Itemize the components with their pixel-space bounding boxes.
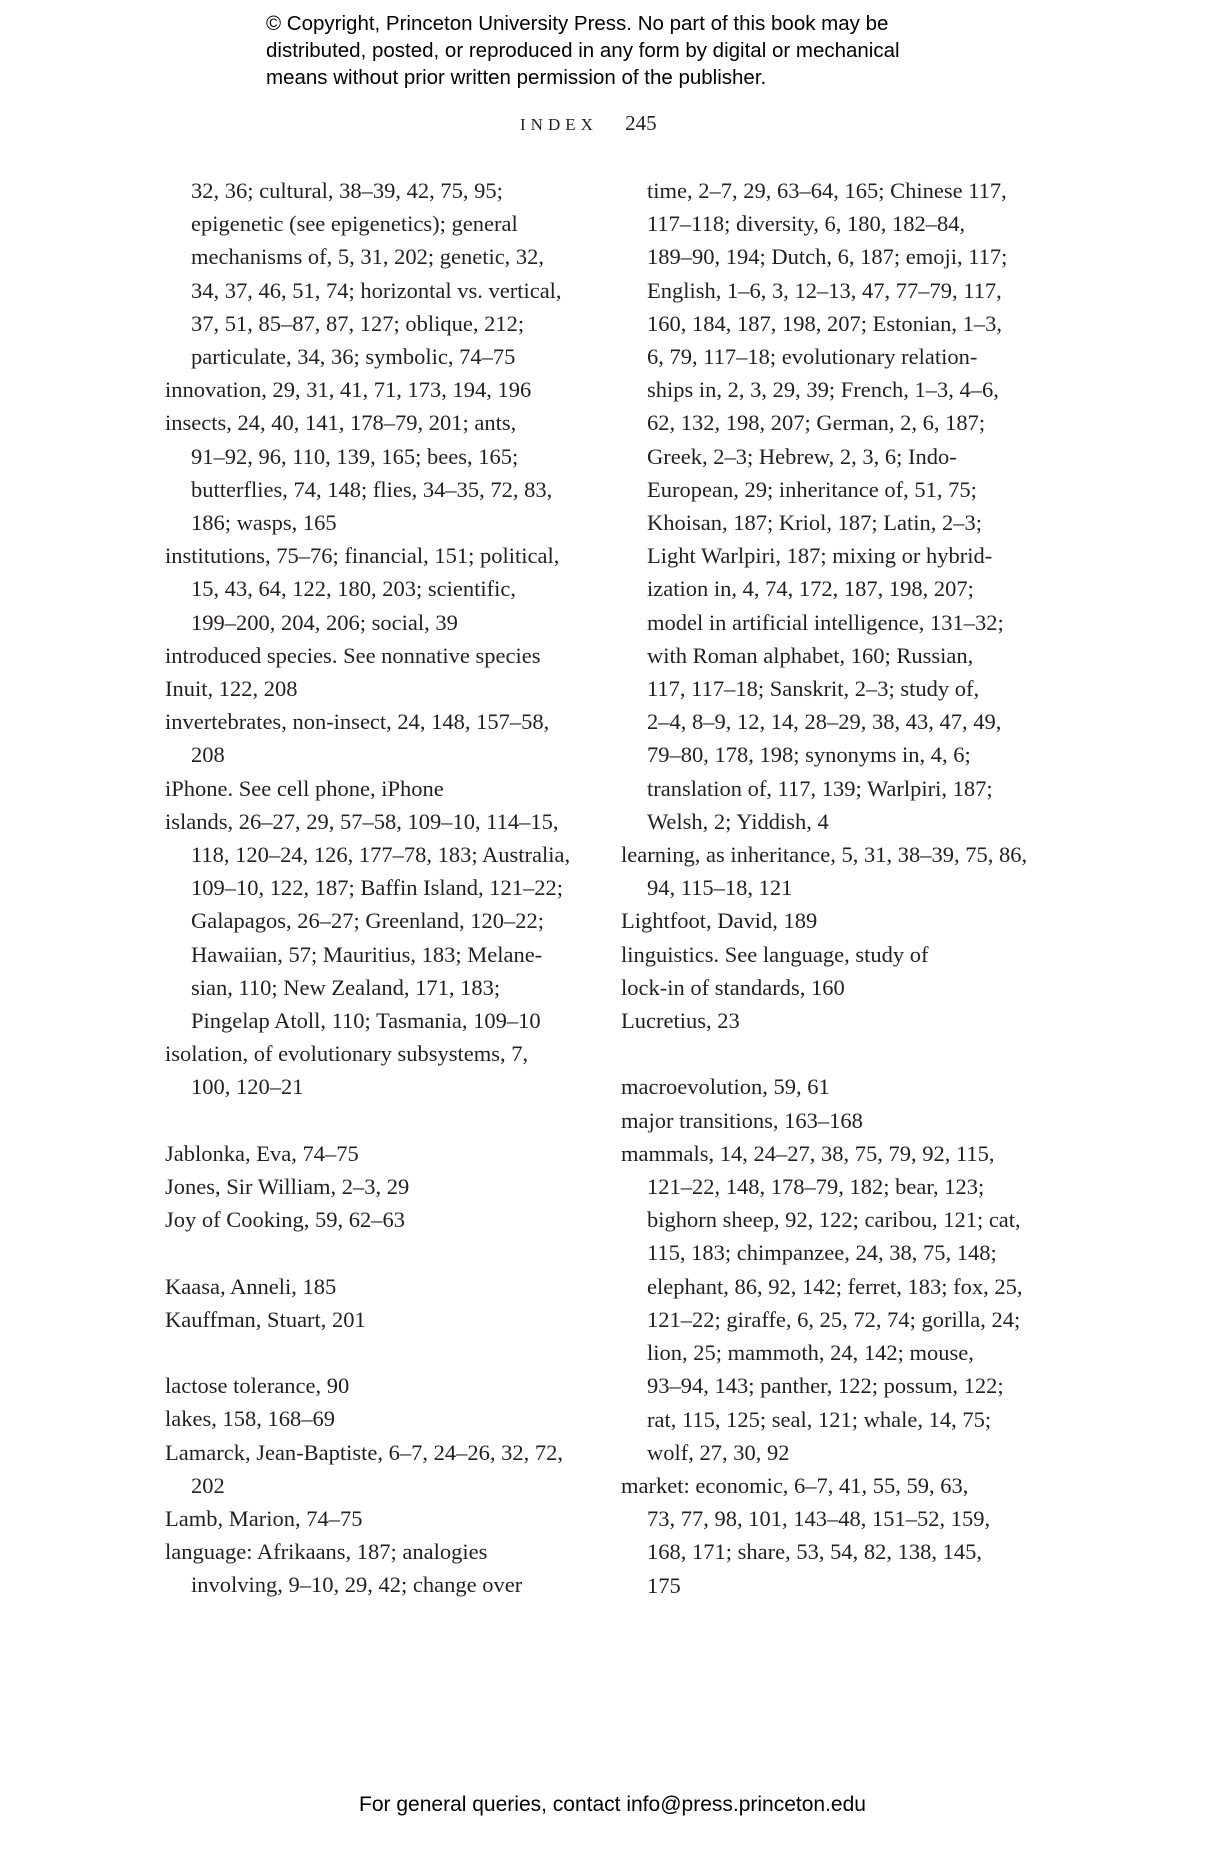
copyright-line: means without prior written permission of the publisher. xyxy=(266,66,767,89)
index-line: 117–118; diversity, 6, 180, 182–84, xyxy=(647,211,966,237)
footer-contact: For general queries, contact info@press.princeton.edu xyxy=(359,1793,866,1816)
index-line: 199–200, 204, 206; social, 39 xyxy=(191,609,458,635)
index-line: 6, 79, 117–18; evolutionary relation- xyxy=(647,344,978,370)
index-line: Galapagos, 26–27; Greenland, 120–22; xyxy=(191,908,545,934)
index-line: lock-in of standards, 160 xyxy=(621,974,845,1000)
index-line: bighorn sheep, 92, 122; caribou, 121; cat, xyxy=(647,1207,1021,1233)
index-line: rat, 115, 125; seal, 121; whale, 14, 75; xyxy=(647,1406,992,1432)
index-line: Light Warlpiri, 187; mixing or hybrid- xyxy=(647,543,993,569)
index-line: model in artificial intelligence, 131–32; xyxy=(647,609,1004,635)
copyright-notice xyxy=(266,10,1026,91)
index-line: time, 2–7, 29, 63–64, 165; Chinese 117, xyxy=(647,178,1007,203)
index-line: 94, 115–18, 121 xyxy=(647,875,793,901)
index-line: innovation, 29, 31, 41, 71, 173, 194, 196 xyxy=(165,377,532,403)
index-line: English, 1–6, 3, 12–13, 47, 77–79, 117, xyxy=(647,277,1002,303)
page-number: 245 xyxy=(625,111,657,135)
index-line: lion, 25; mammoth, 24, 142; mouse, xyxy=(647,1340,974,1366)
running-head xyxy=(520,111,657,136)
index-line: 160, 184, 187, 198, 207; Estonian, 1–3, xyxy=(647,310,1002,336)
index-line: 2–4, 8–9, 12, 14, 28–29, 38, 43, 47, 49, xyxy=(647,709,1002,735)
index-line: 93–94, 143; panther, 122; possum, 122; xyxy=(647,1373,1004,1399)
index-line: 79–80, 178, 198; synonyms in, 4, 6; xyxy=(647,742,971,768)
index-line: butterflies, 74, 148; flies, 34–35, 72, 83, xyxy=(191,476,553,502)
index-line: 115, 183; chimpanzee, 24, 38, 75, 148; xyxy=(647,1240,997,1266)
index-line: institutions, 75–76; financial, 151; political, xyxy=(165,543,560,569)
letter-group-gap xyxy=(165,1236,585,1269)
index-line: introduced species. See nonnative species xyxy=(165,642,541,668)
index-line: lactose tolerance, 90 xyxy=(165,1373,350,1399)
letter-group-gap xyxy=(165,1104,585,1137)
index-line: 34, 37, 46, 51, 74; horizontal vs. vertical, xyxy=(191,277,562,303)
index-line: elephant, 86, 92, 142; ferret, 183; fox, 25, xyxy=(647,1273,1023,1299)
index-line: 202 xyxy=(191,1472,225,1498)
index-line: linguistics. See language, study of xyxy=(621,941,929,967)
index-line: Greek, 2–3; Hebrew, 2, 3, 6; Indo- xyxy=(647,443,957,469)
index-line: ships in, 2, 3, 29, 39; French, 1–3, 4–6, xyxy=(647,377,999,403)
index-line: 73, 77, 98, 101, 143–48, 151–52, 159, xyxy=(647,1506,991,1532)
index-line: market: economic, 6–7, 41, 55, 59, 63, xyxy=(621,1472,969,1498)
index-line: wolf, 27, 30, 92 xyxy=(647,1439,790,1465)
index-line: 62, 132, 198, 207; German, 2, 6, 187; xyxy=(647,410,986,436)
index-line: macroevolution, 59, 61 xyxy=(621,1074,830,1100)
index-line: Kaasa, Anneli, 185 xyxy=(165,1273,337,1299)
index-line: 118, 120–24, 126, 177–78, 183; Australia, xyxy=(191,842,571,868)
index-line: Inuit, 122, 208 xyxy=(165,676,298,702)
index-line: invertebrates, non-insect, 24, 148, 157–58, xyxy=(165,709,550,735)
index-line: 168, 171; share, 53, 54, 82, 138, 145, xyxy=(647,1539,982,1565)
index-line: 121–22; giraffe, 6, 25, 72, 74; gorilla, 24; xyxy=(647,1306,1021,1332)
index-line: isolation, of evolutionary subsystems, 7, xyxy=(165,1041,529,1067)
index-line: particulate, 34, 36; symbolic, 74–75 xyxy=(191,344,516,370)
index-line: lakes, 158, 168–69 xyxy=(165,1406,335,1432)
copyright-line: distributed, posted, or reproduced in any form by digital or mechanical xyxy=(266,39,900,62)
index-line: 121–22, 148, 178–79, 182; bear, 123; xyxy=(647,1174,985,1200)
section-title: INDEX xyxy=(520,115,598,134)
index-line: translation of, 117, 139; Warlpiri, 187; xyxy=(647,775,993,801)
index-line: Jones, Sir William, 2–3, 29 xyxy=(165,1174,410,1200)
index-line: insects, 24, 40, 141, 178–79, 201; ants, xyxy=(165,410,517,436)
index-line: 189–90, 194; Dutch, 6, 187; emoji, 117; xyxy=(647,244,1008,270)
index-line: with Roman alphabet, 160; Russian, xyxy=(647,642,974,668)
index-line: 117, 117–18; Sanskrit, 2–3; study of, xyxy=(647,676,980,702)
index-line: major transitions, 163–168 xyxy=(621,1107,863,1133)
index-line: 109–10, 122, 187; Baffin Island, 121–22; xyxy=(191,875,564,901)
index-line: Pingelap Atoll, 110; Tasmania, 109–10 xyxy=(191,1008,541,1034)
index-column-right xyxy=(621,174,1041,1602)
index-line: ization in, 4, 74, 172, 187, 198, 207; xyxy=(647,576,974,602)
index-line: 100, 120–21 xyxy=(191,1074,304,1100)
index-line: learning, as inheritance, 5, 31, 38–39, 75, 86, xyxy=(621,842,1028,868)
index-line: Khoisan, 187; Kriol, 187; Latin, 2–3; xyxy=(647,510,982,536)
index-line: mammals, 14, 24–27, 38, 75, 79, 92, 115, xyxy=(621,1140,995,1166)
index-line: Lightfoot, David, 189 xyxy=(621,908,818,934)
index-line: Lamarck, Jean-Baptiste, 6–7, 24–26, 32, 72, xyxy=(165,1439,564,1465)
index-line: 32, 36; cultural, 38–39, 42, 75, 95; xyxy=(191,178,503,203)
index-line: epigenetic (see epigenetics); general xyxy=(191,211,518,237)
index-line: Welsh, 2; Yiddish, 4 xyxy=(647,808,829,834)
index-line: European, 29; inheritance of, 51, 75; xyxy=(647,476,977,502)
index-line: sian, 110; New Zealand, 171, 183; xyxy=(191,974,501,1000)
index-line: Lamb, Marion, 74–75 xyxy=(165,1506,363,1532)
index-line: mechanisms of, 5, 31, 202; genetic, 32, xyxy=(191,244,545,270)
index-line: Kauffman, Stuart, 201 xyxy=(165,1306,366,1332)
index-line: 186; wasps, 165 xyxy=(191,510,337,536)
index-line: Hawaiian, 57; Mauritius, 183; Melane- xyxy=(191,941,543,967)
index-line: islands, 26–27, 29, 57–58, 109–10, 114–15, xyxy=(165,808,559,834)
index-line: 208 xyxy=(191,742,225,768)
index-line: 37, 51, 85–87, 87, 127; oblique, 212; xyxy=(191,310,525,336)
index-line: 15, 43, 64, 122, 180, 203; scientific, xyxy=(191,576,516,602)
index-line: Lucretius, 23 xyxy=(621,1008,740,1034)
index-line: iPhone. See cell phone, iPhone xyxy=(165,775,444,801)
index-line: language: Afrikaans, 187; analogies xyxy=(165,1539,488,1565)
copyright-line: © Copyright, Princeton University Press. No part of this book may be xyxy=(266,12,889,35)
index-line: 91–92, 96, 110, 139, 165; bees, 165; xyxy=(191,443,519,469)
letter-group-gap xyxy=(621,1037,1041,1070)
index-line: Joy of Cooking, 59, 62–63 xyxy=(165,1207,406,1233)
index-line: Jablonka, Eva, 74–75 xyxy=(165,1140,359,1166)
index-line: 175 xyxy=(647,1572,681,1598)
index-line: involving, 9–10, 29, 42; change over xyxy=(191,1572,523,1598)
index-column-left xyxy=(165,174,585,1602)
letter-group-gap xyxy=(165,1336,585,1369)
